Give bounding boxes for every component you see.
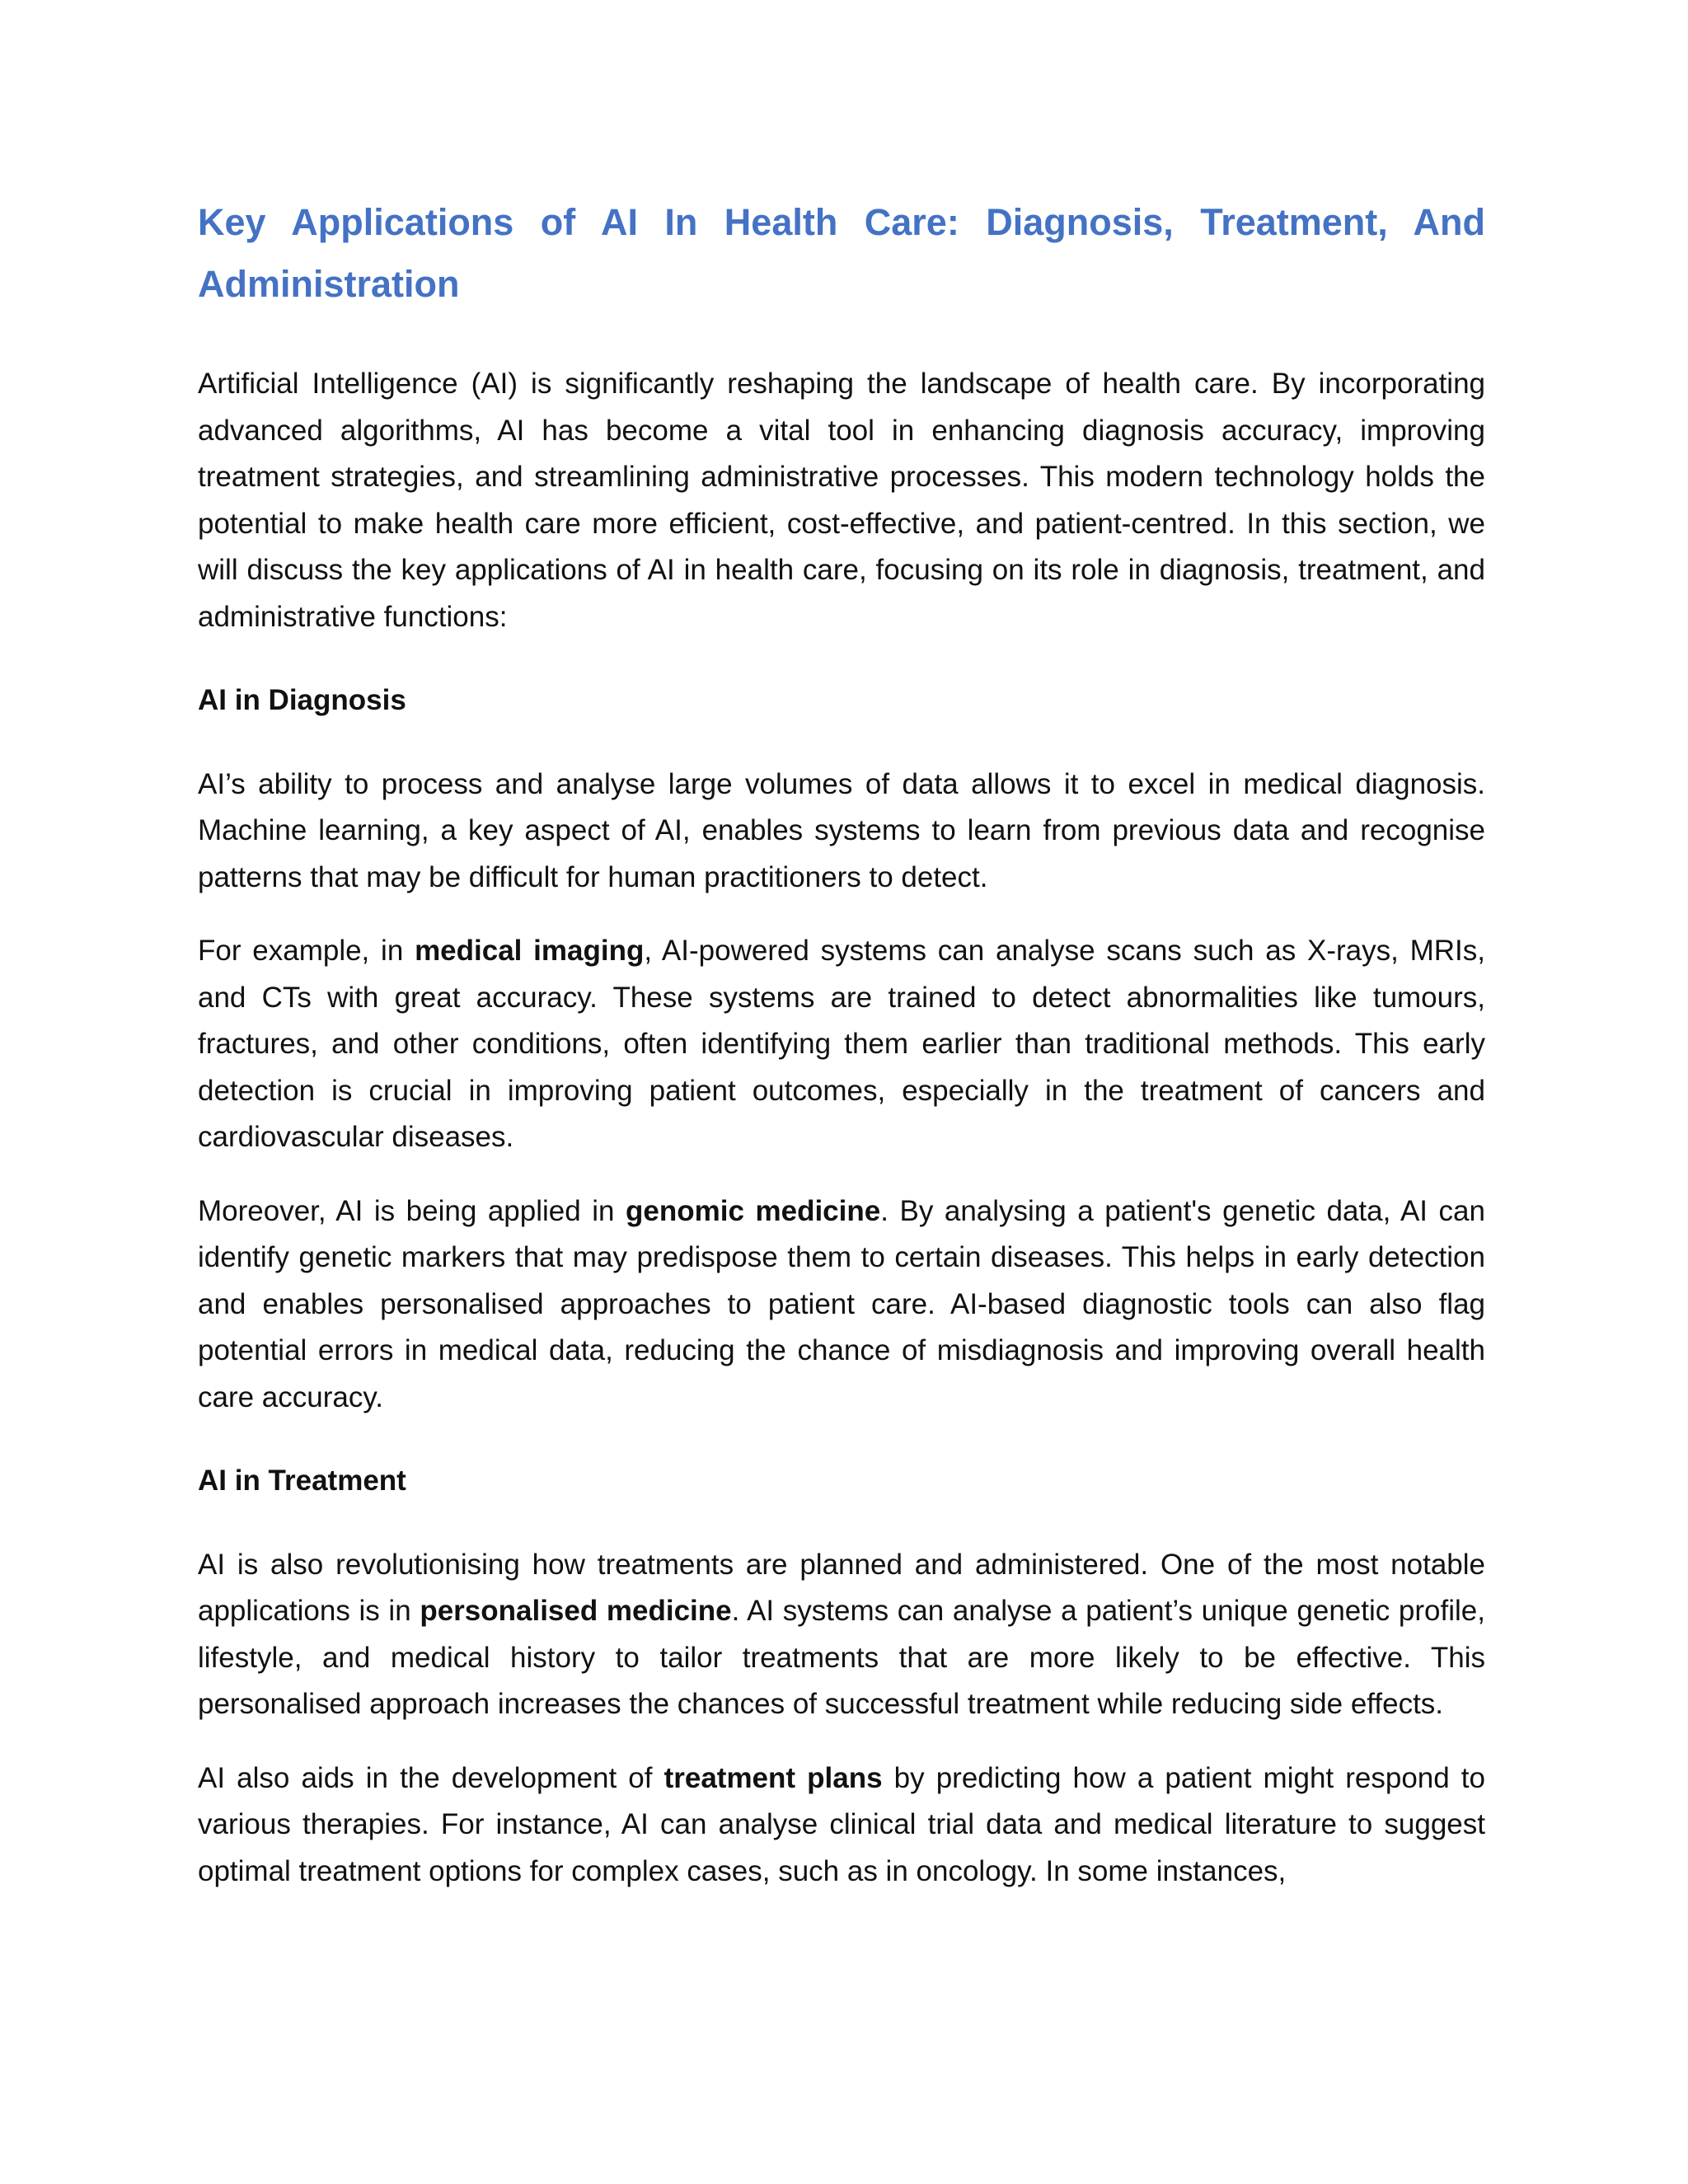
diagnosis-paragraph-2 [198,928,1485,1161]
treatment-paragraph-2 [198,1755,1485,1896]
text-run: . By analysing a patient's genetic data, AI can identify genetic markers that may predispose them to certain diseases. This helps in early detection and enables personalised approaches to patient care. AI-based diagnostic tools can also flag potential errors in medical data, reducing the chance of misdiagnosis and improving overall health care accuracy. [198,1194,1485,1413]
text-run: For example, in [198,935,415,967]
diagnosis-paragraph-1: AI’s ability to process and analyse large volumes of data allows it to excel in medical diagnosis. Machine learning, a key aspect of AI, enables systems to learn from previous data and recognise patterns that may be difficult for human practitioners to detect. [198,767,1485,893]
diagnosis-paragraph-3 [198,1188,1485,1422]
bold-term-personalised-medicine: personalised medicine [420,1595,732,1627]
page-title: Key Applications of AI In Health Care: Diagnosis, Treatment, And Administration [198,201,1485,305]
bold-term-genomic-medicine: genomic medicine [626,1194,881,1227]
section-heading-treatment: AI in Treatment [198,1465,406,1497]
intro-paragraph: Artificial Intelligence (AI) is significantly reshaping the landscape of health care. By incorporating advanced algorithms, AI has become a vital tool in enhancing diagnosis accuracy, improving treatment strategies, and streamlining administrative processes. This modern technology holds the potential to make health care more efficient, cost-effective, and patient-centred. In this section, we will discuss the key applications of AI in health care, focusing on its role in diagnosis, treatment, and administrative functions: [198,368,1485,633]
text-run: Moreover, AI is being applied in [198,1194,626,1227]
document-page [198,191,1485,1895]
text-run: . AI systems can analyse a patient’s unique genetic profile, lifestyle, and medical history to tailor treatments that are more likely to be effective. This personalised approach increases the chances of successful treatment while reducing side effects. [198,1595,1485,1720]
section-heading-diagnosis: AI in Diagnosis [198,684,406,716]
text-run: AI also aids in the development of [198,1761,664,1794]
text-run: by predicting how a patient might respond to various therapies. For instance, AI can analyse clinical trial data and medical literature to suggest optimal treatment options for complex cases, such as in oncology. In some instances, [198,1761,1485,1887]
text-run: AI is also revolutionising how treatments are planned and administered. One of the most notable applications is in [198,1548,1485,1627]
bold-term-treatment-plans: treatment plans [663,1761,883,1794]
bold-term-medical-imaging: medical imaging [415,935,645,967]
text-run: , AI-powered systems can analyse scans such as X-rays, MRIs, and CTs with great accuracy. These systems are trained to detect abnormalities like tumours, fractures, and other conditions, often identifying them earlier than traditional methods. This early detection is crucial in improving patient outcomes, especially in the treatment of cancers and cardiovascular diseases. [198,935,1485,1153]
treatment-paragraph-1 [198,1542,1485,1728]
